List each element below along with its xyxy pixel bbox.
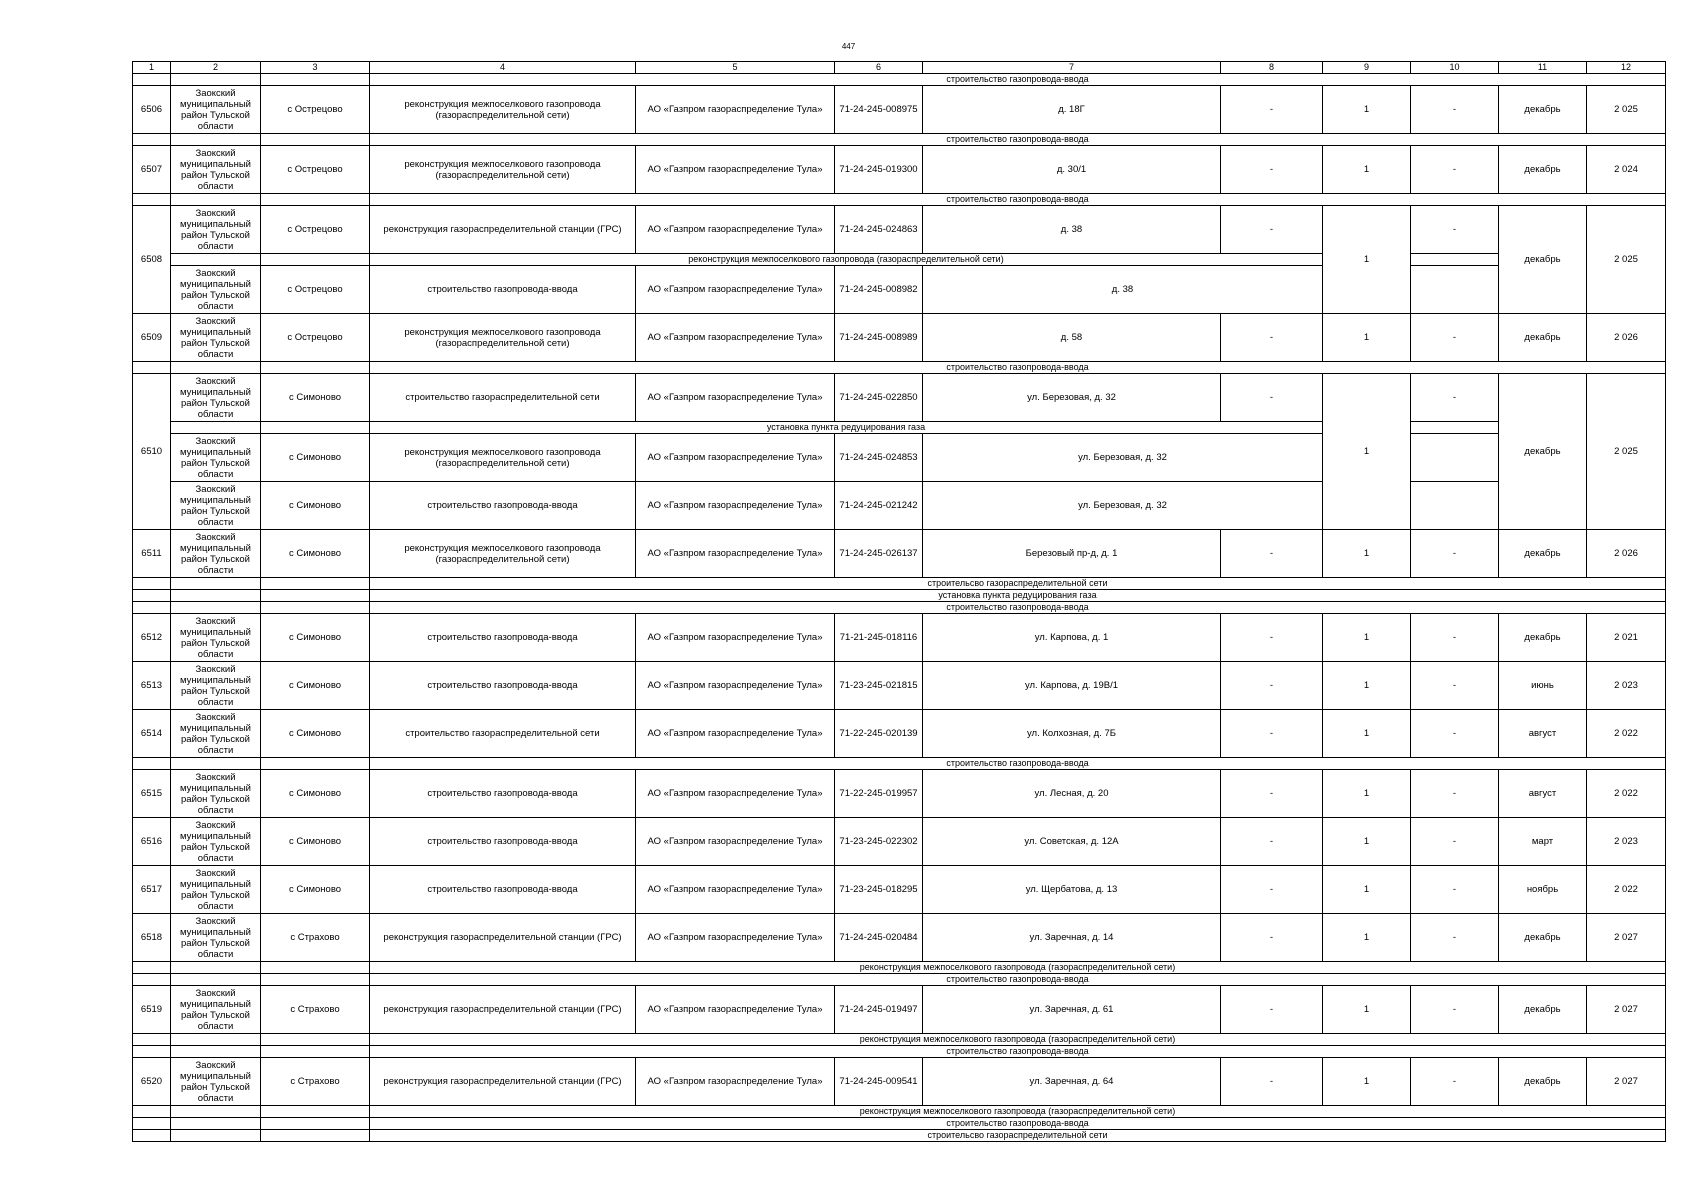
subwork-text: реконструкция межпоселкового газопровода (газораспределительной сети): [370, 1106, 1666, 1118]
district-cell: Заокский муниципальный район Тульской области: [171, 374, 261, 422]
register-table: [132, 61, 1666, 1142]
subwork-text: строительство газопровода-ввода: [370, 74, 1666, 86]
work-cell: реконструкция газораспределительной станции (ГРС): [370, 986, 636, 1034]
dash-cell: -: [1411, 710, 1499, 758]
dash-cell: -: [1411, 770, 1499, 818]
village-cell: с Страхово: [261, 986, 370, 1034]
subwork-row: [133, 602, 1666, 614]
row-number: 6506: [133, 86, 171, 134]
count-cell: 1: [1323, 770, 1411, 818]
district-cell: Заокский муниципальный район Тульской области: [171, 818, 261, 866]
address-cell: ул. Заречная, д. 61: [923, 986, 1221, 1034]
count-cell: 1: [1323, 866, 1411, 914]
subwork-row: [133, 254, 1666, 266]
col-header: 12: [1587, 62, 1666, 74]
year-cell: 2 024: [1587, 146, 1666, 194]
col-header: 11: [1499, 62, 1587, 74]
table-row: [133, 614, 1666, 662]
village-cell: с Острецово: [261, 206, 370, 254]
count-cell: 1: [1323, 86, 1411, 134]
work-cell: реконструкция межпоселкового газопровода (газораспределительной сети): [370, 434, 636, 482]
count-cell: 1: [1323, 614, 1411, 662]
page-number: 447: [841, 42, 856, 51]
row-number: 6514: [133, 710, 171, 758]
work-cell: строительство газопровода-ввода: [370, 266, 636, 314]
village-cell: с Острецово: [261, 266, 370, 314]
table-row: [133, 866, 1666, 914]
address-cell: д. 18Г: [923, 86, 1221, 134]
subwork-row: [133, 590, 1666, 602]
work-cell: строительство газопровода-ввода: [370, 770, 636, 818]
col-header: 4: [370, 62, 636, 74]
subwork-row: [133, 1046, 1666, 1058]
village-cell: с Страхово: [261, 914, 370, 962]
dash-cell: -: [1221, 146, 1323, 194]
table-row: [133, 206, 1666, 254]
table-row: [133, 434, 1666, 482]
subwork-text: строительство газопровода-ввода: [370, 362, 1666, 374]
address-cell: ул. Березовая, д. 32: [923, 434, 1323, 482]
month-cell: август: [1499, 770, 1587, 818]
subwork-text: строительство газопровода-ввода: [370, 194, 1666, 206]
code-cell: 71-23-245-022302: [835, 818, 923, 866]
address-cell: д. 30/1: [923, 146, 1221, 194]
subwork-row: [133, 1118, 1666, 1130]
org-cell: АО «Газпром газораспределение Тула»: [636, 434, 835, 482]
subwork-text: строительство газопровода-ввода: [370, 602, 1666, 614]
dash-cell: -: [1221, 530, 1323, 578]
address-cell: ул. Советская, д. 12А: [923, 818, 1221, 866]
code-cell: 71-24-245-008975: [835, 86, 923, 134]
address-cell: Березовый пр-д, д. 1: [923, 530, 1221, 578]
month-cell: декабрь: [1499, 986, 1587, 1034]
year-cell: 2 027: [1587, 914, 1666, 962]
code-cell: 71-24-245-026137: [835, 530, 923, 578]
month-cell: декабрь: [1499, 146, 1587, 194]
subwork-text: строительство газопровода-ввода: [370, 134, 1666, 146]
subwork-text: строительсво газораспределительной сети: [370, 578, 1666, 590]
year-cell: 2 023: [1587, 818, 1666, 866]
year-cell: 2 022: [1587, 770, 1666, 818]
work-cell: реконструкция газораспределительной станции (ГРС): [370, 1058, 636, 1106]
table-row: [133, 266, 1666, 314]
org-cell: АО «Газпром газораспределение Тула»: [636, 314, 835, 362]
subwork-text: установка пункта редуцирования газа: [370, 590, 1666, 602]
dash-cell: -: [1411, 86, 1499, 134]
table-row: [133, 146, 1666, 194]
col-header: 1: [133, 62, 171, 74]
village-cell: с Симоново: [261, 530, 370, 578]
work-cell: строительство газопровода-ввода: [370, 614, 636, 662]
row-number: 6511: [133, 530, 171, 578]
subwork-text: установка пункта редуцирования газа: [370, 422, 1323, 434]
month-cell: декабрь: [1499, 914, 1587, 962]
year-cell: 2 026: [1587, 314, 1666, 362]
code-cell: 71-21-245-018116: [835, 614, 923, 662]
district-cell: Заокский муниципальный район Тульской области: [171, 914, 261, 962]
code-cell: 71-22-245-019957: [835, 770, 923, 818]
district-cell: Заокский муниципальный район Тульской области: [171, 146, 261, 194]
village-cell: с Симоново: [261, 662, 370, 710]
count-cell: 1: [1323, 374, 1411, 530]
table-row: [133, 374, 1666, 422]
year-cell: 2 022: [1587, 710, 1666, 758]
row-number: 6517: [133, 866, 171, 914]
address-cell: ул. Карпова, д. 19В/1: [923, 662, 1221, 710]
dash-cell: -: [1221, 866, 1323, 914]
dash-cell: -: [1221, 86, 1323, 134]
dash-cell: -: [1411, 146, 1499, 194]
row-number: 6520: [133, 1058, 171, 1106]
district-cell: Заокский муниципальный район Тульской области: [171, 1058, 261, 1106]
work-cell: реконструкция межпоселкового газопровода (газораспределительной сети): [370, 530, 636, 578]
subwork-text: строительство газопровода-ввода: [370, 974, 1666, 986]
month-cell: июнь: [1499, 662, 1587, 710]
work-cell: строительство газораспределительной сети: [370, 374, 636, 422]
count-cell: 1: [1323, 146, 1411, 194]
village-cell: с Симоново: [261, 818, 370, 866]
month-cell: декабрь: [1499, 530, 1587, 578]
district-cell: Заокский муниципальный район Тульской области: [171, 206, 261, 254]
table-row: [133, 818, 1666, 866]
org-cell: АО «Газпром газораспределение Тула»: [636, 1058, 835, 1106]
subwork-text: реконструкция межпоселкового газопровода (газораспределительной сети): [370, 1034, 1666, 1046]
table-row: [133, 986, 1666, 1034]
address-cell: ул. Заречная, д. 64: [923, 1058, 1221, 1106]
year-cell: 2 025: [1587, 86, 1666, 134]
row-number: 6507: [133, 146, 171, 194]
address-cell: д. 58: [923, 314, 1221, 362]
code-cell: 71-22-245-020139: [835, 710, 923, 758]
org-cell: АО «Газпром газораспределение Тула»: [636, 986, 835, 1034]
subwork-text: строительство газопровода-ввода: [370, 758, 1666, 770]
address-cell: ул. Березовая, д. 32: [923, 482, 1323, 530]
table-row: [133, 530, 1666, 578]
count-cell: 1: [1323, 818, 1411, 866]
org-cell: АО «Газпром газораспределение Тула»: [636, 662, 835, 710]
dash-cell: -: [1411, 374, 1499, 422]
subwork-row: [133, 1034, 1666, 1046]
col-header: 9: [1323, 62, 1411, 74]
district-cell: Заокский муниципальный район Тульской области: [171, 86, 261, 134]
table-row: [133, 710, 1666, 758]
dash-cell: -: [1221, 818, 1323, 866]
subwork-row: [133, 974, 1666, 986]
count-cell: 1: [1323, 530, 1411, 578]
dash-cell: -: [1411, 866, 1499, 914]
code-cell: 71-24-245-019300: [835, 146, 923, 194]
work-cell: реконструкция межпоселкового газопровода (газораспределительной сети): [370, 146, 636, 194]
dash-cell: -: [1411, 986, 1499, 1034]
org-cell: АО «Газпром газораспределение Тула»: [636, 266, 835, 314]
year-cell: 2 025: [1587, 206, 1666, 314]
subwork-text: реконструкция межпоселкового газопровода (газораспределительной сети): [370, 962, 1666, 974]
work-cell: реконструкция межпоселкового газопровода (газораспределительной сети): [370, 86, 636, 134]
count-cell: 1: [1323, 986, 1411, 1034]
table-row: [133, 86, 1666, 134]
subwork-text: строительсво газораспределительной сети: [370, 1130, 1666, 1142]
address-cell: ул. Колхозная, д. 7Б: [923, 710, 1221, 758]
code-cell: 71-24-245-008982: [835, 266, 923, 314]
village-cell: с Симоново: [261, 482, 370, 530]
row-number: 6513: [133, 662, 171, 710]
table-row: [133, 314, 1666, 362]
count-cell: 1: [1323, 710, 1411, 758]
row-number: 6519: [133, 986, 171, 1034]
dash-cell: -: [1221, 710, 1323, 758]
header-row: [133, 62, 1666, 74]
dash-cell: -: [1411, 314, 1499, 362]
year-cell: 2 022: [1587, 866, 1666, 914]
subwork-row: [133, 134, 1666, 146]
dash-cell: -: [1411, 614, 1499, 662]
count-cell: 1: [1323, 662, 1411, 710]
code-cell: 71-23-245-021815: [835, 662, 923, 710]
row-number: 6515: [133, 770, 171, 818]
district-cell: Заокский муниципальный район Тульской области: [171, 482, 261, 530]
org-cell: АО «Газпром газораспределение Тула»: [636, 710, 835, 758]
district-cell: Заокский муниципальный район Тульской области: [171, 530, 261, 578]
district-cell: Заокский муниципальный район Тульской области: [171, 266, 261, 314]
village-cell: с Острецово: [261, 146, 370, 194]
org-cell: АО «Газпром газораспределение Тула»: [636, 866, 835, 914]
year-cell: 2 021: [1587, 614, 1666, 662]
org-cell: АО «Газпром газораспределение Тула»: [636, 146, 835, 194]
address-cell: д. 38: [923, 266, 1323, 314]
dash-cell: -: [1221, 314, 1323, 362]
table-row: [133, 662, 1666, 710]
col-header: 6: [835, 62, 923, 74]
code-cell: 71-24-245-024863: [835, 206, 923, 254]
village-cell: с Острецово: [261, 314, 370, 362]
subwork-row: [133, 74, 1666, 86]
year-cell: 2 023: [1587, 662, 1666, 710]
org-cell: АО «Газпром газораспределение Тула»: [636, 374, 835, 422]
district-cell: Заокский муниципальный район Тульской области: [171, 614, 261, 662]
month-cell: декабрь: [1499, 1058, 1587, 1106]
code-cell: 71-24-245-008989: [835, 314, 923, 362]
code-cell: 71-24-245-024853: [835, 434, 923, 482]
work-cell: реконструкция газораспределительной станции (ГРС): [370, 914, 636, 962]
work-cell: строительство газопровода-ввода: [370, 866, 636, 914]
district-cell: Заокский муниципальный район Тульской области: [171, 434, 261, 482]
code-cell: 71-24-245-021242: [835, 482, 923, 530]
address-cell: ул. Карпова, д. 1: [923, 614, 1221, 662]
month-cell: август: [1499, 710, 1587, 758]
code-cell: 71-24-245-019497: [835, 986, 923, 1034]
col-header: 8: [1221, 62, 1323, 74]
address-cell: ул. Заречная, д. 14: [923, 914, 1221, 962]
dash-cell: -: [1411, 206, 1499, 254]
col-header: 3: [261, 62, 370, 74]
village-cell: с Симоново: [261, 614, 370, 662]
district-cell: Заокский муниципальный район Тульской области: [171, 314, 261, 362]
org-cell: АО «Газпром газораспределение Тула»: [636, 86, 835, 134]
work-cell: строительство газопровода-ввода: [370, 482, 636, 530]
month-cell: декабрь: [1499, 206, 1587, 314]
subwork-row: [133, 578, 1666, 590]
subwork-row: [133, 362, 1666, 374]
work-cell: строительство газопровода-ввода: [370, 662, 636, 710]
row-number: 6516: [133, 818, 171, 866]
org-cell: АО «Газпром газораспределение Тула»: [636, 914, 835, 962]
org-cell: АО «Газпром газораспределение Тула»: [636, 818, 835, 866]
dash-cell: -: [1221, 986, 1323, 1034]
dash-cell: -: [1411, 818, 1499, 866]
village-cell: с Симоново: [261, 770, 370, 818]
table-row: [133, 770, 1666, 818]
village-cell: с Страхово: [261, 1058, 370, 1106]
code-cell: 71-24-245-022850: [835, 374, 923, 422]
subwork-row: [133, 1106, 1666, 1118]
work-cell: реконструкция газораспределительной станции (ГРС): [370, 206, 636, 254]
col-header: 10: [1411, 62, 1499, 74]
month-cell: декабрь: [1499, 314, 1587, 362]
subwork-row: [133, 1130, 1666, 1142]
dash-cell: -: [1411, 530, 1499, 578]
month-cell: март: [1499, 818, 1587, 866]
org-cell: АО «Газпром газораспределение Тула»: [636, 614, 835, 662]
col-header: 2: [171, 62, 261, 74]
count-cell: 1: [1323, 914, 1411, 962]
row-number: 6508: [133, 206, 171, 314]
org-cell: АО «Газпром газораспределение Тула»: [636, 770, 835, 818]
village-cell: с Симоново: [261, 866, 370, 914]
subwork-row: [133, 758, 1666, 770]
code-cell: 71-24-245-009541: [835, 1058, 923, 1106]
year-cell: 2 026: [1587, 530, 1666, 578]
dash-cell: -: [1411, 1058, 1499, 1106]
year-cell: 2 027: [1587, 1058, 1666, 1106]
subwork-text: строительство газопровода-ввода: [370, 1046, 1666, 1058]
dash-cell: -: [1221, 206, 1323, 254]
org-cell: АО «Газпром газораспределение Тула»: [636, 206, 835, 254]
village-cell: с Симоново: [261, 434, 370, 482]
dash-cell: -: [1221, 914, 1323, 962]
subwork-row: [133, 194, 1666, 206]
dash-cell: -: [1221, 1058, 1323, 1106]
dash-cell: -: [1221, 770, 1323, 818]
count-cell: 1: [1323, 1058, 1411, 1106]
org-cell: АО «Газпром газораспределение Тула»: [636, 482, 835, 530]
dash-cell: -: [1221, 374, 1323, 422]
dash-cell: -: [1411, 914, 1499, 962]
col-header: 7: [923, 62, 1221, 74]
row-number: 6512: [133, 614, 171, 662]
code-cell: 71-23-245-018295: [835, 866, 923, 914]
district-cell: Заокский муниципальный район Тульской области: [171, 866, 261, 914]
year-cell: 2 027: [1587, 986, 1666, 1034]
dash-cell: -: [1221, 662, 1323, 710]
district-cell: Заокский муниципальный район Тульской области: [171, 710, 261, 758]
address-cell: ул. Щербатова, д. 13: [923, 866, 1221, 914]
row-number: 6510: [133, 374, 171, 530]
district-cell: Заокский муниципальный район Тульской области: [171, 770, 261, 818]
subwork-text: строительство газопровода-ввода: [370, 1118, 1666, 1130]
work-cell: реконструкция межпоселкового газопровода (газораспределительной сети): [370, 314, 636, 362]
village-cell: с Симоново: [261, 374, 370, 422]
district-cell: Заокский муниципальный район Тульской области: [171, 662, 261, 710]
month-cell: декабрь: [1499, 614, 1587, 662]
org-cell: АО «Газпром газораспределение Тула»: [636, 530, 835, 578]
count-cell: 1: [1323, 314, 1411, 362]
address-cell: ул. Лесная, д. 20: [923, 770, 1221, 818]
col-header: 5: [636, 62, 835, 74]
subwork-text: реконструкция межпоселкового газопровода (газораспределительной сети): [370, 254, 1323, 266]
table-row: [133, 482, 1666, 530]
year-cell: 2 025: [1587, 374, 1666, 530]
work-cell: строительство газораспределительной сети: [370, 710, 636, 758]
subwork-row: [133, 962, 1666, 974]
count-cell: 1: [1323, 206, 1411, 314]
village-cell: с Симоново: [261, 710, 370, 758]
dash-cell: -: [1411, 662, 1499, 710]
district-cell: Заокский муниципальный район Тульской области: [171, 986, 261, 1034]
month-cell: ноябрь: [1499, 866, 1587, 914]
month-cell: декабрь: [1499, 374, 1587, 530]
work-cell: строительство газопровода-ввода: [370, 818, 636, 866]
row-number: 6518: [133, 914, 171, 962]
table-row: [133, 914, 1666, 962]
address-cell: д. 38: [923, 206, 1221, 254]
address-cell: ул. Березовая, д. 32: [923, 374, 1221, 422]
subwork-row: [133, 422, 1666, 434]
month-cell: декабрь: [1499, 86, 1587, 134]
dash-cell: -: [1221, 614, 1323, 662]
code-cell: 71-24-245-020484: [835, 914, 923, 962]
table-row: [133, 1058, 1666, 1106]
village-cell: с Острецово: [261, 86, 370, 134]
row-number: 6509: [133, 314, 171, 362]
